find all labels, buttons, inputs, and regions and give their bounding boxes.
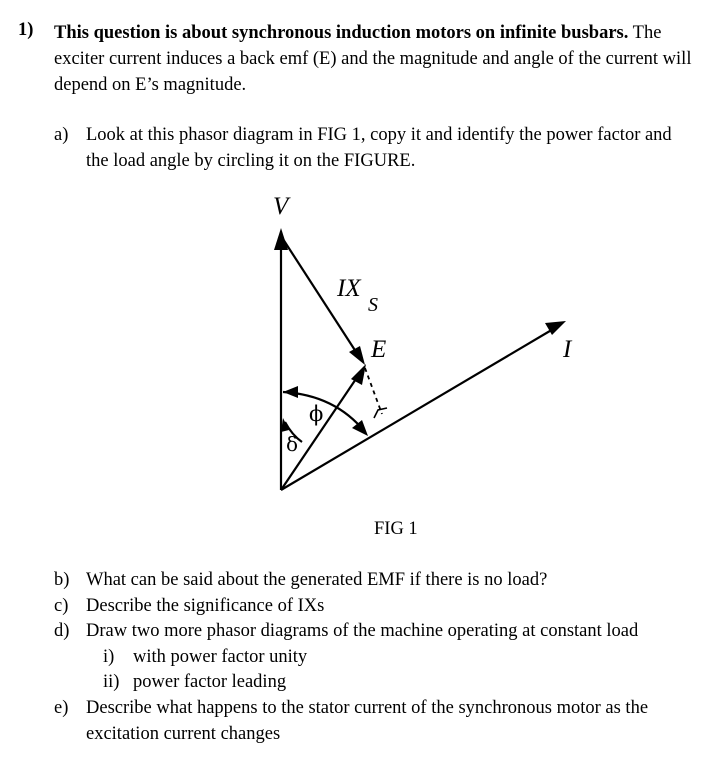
label-delta: δ — [286, 432, 299, 456]
part-d-item-ii-text: power factor leading — [133, 672, 287, 692]
part-a-line2: the load angle by circling it on the FIGURE. — [86, 151, 416, 171]
figure-caption: FIG 1 — [374, 519, 418, 539]
part-d-text: Draw two more phasor diagrams of the machine operating at constant load — [86, 621, 639, 641]
part-d-item-ii-label: ii) — [103, 672, 120, 692]
part-c-text: Describe the significance of IXs — [86, 596, 325, 616]
question-intro-bold: This question is about synchronous induction motors on infinite busbars. — [54, 23, 629, 43]
part-d-label: d) — [54, 621, 70, 641]
part-e-line1: Describe what happens to the stator current of the synchronous motor as the — [86, 698, 649, 718]
phi-arc-end-arrow — [352, 420, 368, 436]
question-intro-line3: depend on E’s magnitude. — [54, 75, 247, 95]
part-e-label: e) — [54, 698, 69, 718]
phi-arc-start-arrow — [283, 386, 298, 398]
question-intro-line2: exciter current induces a back emf (E) and the magnitude and angle of the current will — [54, 49, 692, 69]
right-angle-mark — [374, 408, 387, 418]
part-b-label: b) — [54, 570, 70, 590]
part-e-line2: excitation current changes — [86, 724, 281, 744]
projection-dashed-line — [365, 368, 382, 414]
label-v: V — [273, 193, 289, 220]
question-number: 1) — [18, 20, 34, 40]
part-b-text: What can be said about the generated EMF if there is no load? — [86, 570, 548, 590]
v-arrowhead — [274, 228, 288, 250]
part-c-label: c) — [54, 596, 69, 616]
question-intro-rest: The — [628, 23, 662, 43]
part-d-item-i-label: i) — [103, 647, 115, 667]
label-e: E — [371, 336, 387, 363]
label-s: S — [368, 294, 378, 316]
label-phi: ϕ — [309, 402, 324, 426]
label-ix: IX — [337, 275, 361, 302]
part-a-label: a) — [54, 125, 69, 145]
ixs-arrowhead — [349, 346, 365, 365]
part-d-item-i-text: with power factor unity — [133, 647, 308, 667]
part-a-line1: Look at this phasor diagram in FIG 1, copy it and identify the power factor and — [86, 125, 672, 145]
label-i: I — [563, 336, 572, 363]
